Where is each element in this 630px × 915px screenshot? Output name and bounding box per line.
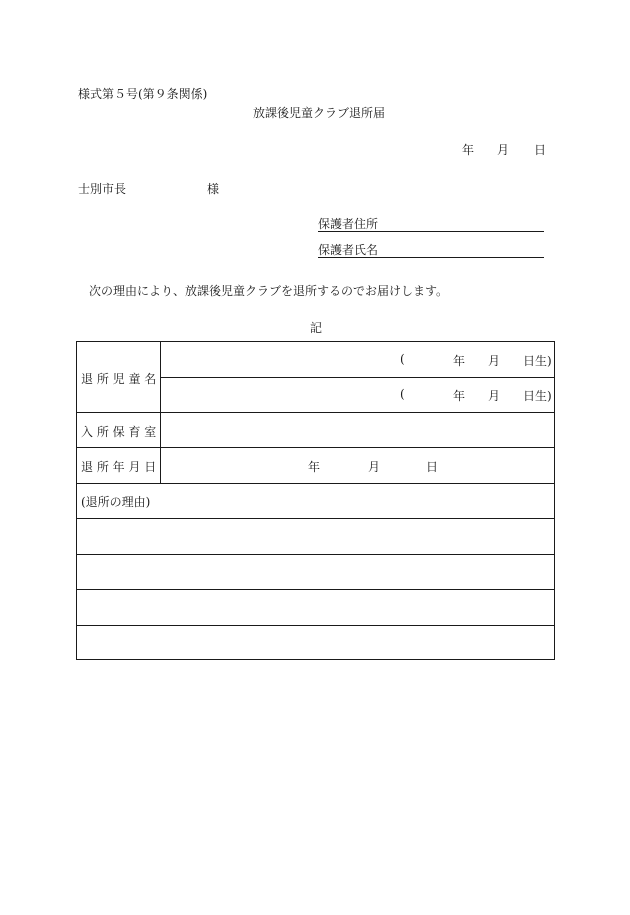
guardian-address-label: 保護者住所 (318, 217, 379, 231)
guardian-address-field[interactable] (318, 215, 544, 232)
birth-day-label: 日生) (523, 389, 552, 403)
reason-label: (退所の理由) (81, 495, 151, 509)
birth-day-label: 日生) (523, 354, 552, 368)
table-divider (77, 447, 555, 448)
table-divider (77, 589, 555, 590)
document-title: 放課後児童クラブ退所届 (253, 106, 386, 120)
form-number: 様式第５号(第９条関係) (78, 87, 208, 101)
child-name-label: 退 所 児 童 名 (81, 372, 157, 386)
date-year-label: 年 (462, 143, 475, 157)
reason-line-1[interactable] (79, 522, 553, 550)
nursery-label: 入 所 保 育 室 (81, 425, 157, 439)
body-text: 次の理由により、放課後児童クラブを退所するのでお届けします。 (89, 284, 449, 298)
birth-year-label: 年 (453, 354, 466, 368)
guardian-name-field[interactable] (318, 241, 544, 258)
table-divider (77, 483, 555, 484)
date-month-label: 月 (497, 143, 510, 157)
withdrawal-day-label: 日 (426, 460, 439, 474)
ki-heading: 記 (310, 321, 323, 335)
table-divider (77, 554, 555, 555)
reason-line-3[interactable] (79, 593, 553, 621)
reason-line-4[interactable] (79, 628, 553, 656)
birth-open-paren: ( (400, 387, 405, 401)
withdrawal-year-label: 年 (308, 460, 321, 474)
birth-month-label: 月 (488, 354, 501, 368)
table-divider (160, 377, 555, 378)
addressee-name: 士別市長 (78, 182, 127, 196)
reason-line-2[interactable] (79, 557, 553, 585)
table-column-divider (160, 342, 161, 483)
withdrawal-table (76, 341, 555, 660)
withdrawal-date-label: 退 所 年 月 日 (81, 460, 157, 474)
table-divider (77, 518, 555, 519)
guardian-name-label: 保護者氏名 (318, 243, 379, 257)
withdrawal-month-label: 月 (368, 460, 381, 474)
nursery-input[interactable] (167, 416, 552, 444)
birth-month-label: 月 (488, 389, 501, 403)
birth-year-label: 年 (453, 389, 466, 403)
addressee-honorific: 様 (207, 182, 220, 196)
date-day-label: 日 (534, 143, 547, 157)
table-divider (77, 412, 555, 413)
birth-open-paren: ( (400, 352, 405, 366)
table-divider (77, 625, 555, 626)
